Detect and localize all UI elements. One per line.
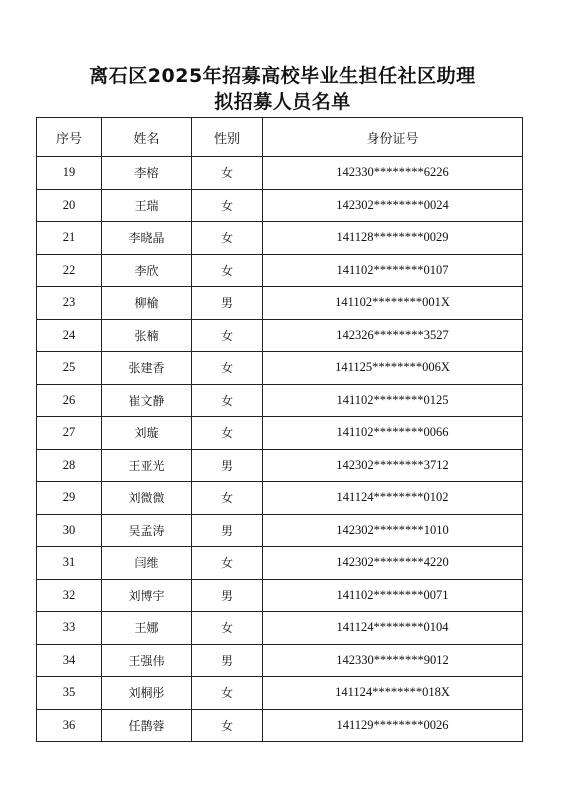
document-title: 离石区2025年招募高校毕业生担任社区助理 [89, 65, 476, 87]
id-number-cell: 141125********006X [263, 352, 523, 385]
serial-number-cell: 23 [37, 287, 102, 320]
name-cell: 王瑞 [102, 189, 192, 222]
gender-cell: 女 [192, 547, 263, 580]
gender-cell: 男 [192, 287, 263, 320]
name-cell: 任鹊蓉 [102, 709, 192, 742]
serial-number-cell: 33 [37, 612, 102, 645]
id-number-cell: 141102********0066 [263, 417, 523, 450]
name-cell: 李榕 [102, 157, 192, 190]
serial-number-cell: 19 [37, 157, 102, 190]
table-row [37, 677, 523, 710]
serial-number-cell: 28 [37, 449, 102, 482]
name-cell: 崔文静 [102, 384, 192, 417]
gender-cell: 女 [192, 319, 263, 352]
table-row [37, 482, 523, 515]
id-number-cell: 142302********1010 [263, 514, 523, 547]
name-cell: 王亚光 [102, 449, 192, 482]
table-row [37, 449, 523, 482]
gender-cell: 女 [192, 677, 263, 710]
serial-number-cell: 34 [37, 644, 102, 677]
serial-number-cell: 27 [37, 417, 102, 450]
serial-number-cell: 25 [37, 352, 102, 385]
table-row [37, 417, 523, 450]
name-cell: 刘博宇 [102, 579, 192, 612]
id-number-cell: 141124********018X [263, 677, 523, 710]
serial-number-cell: 35 [37, 677, 102, 710]
gender-cell: 女 [192, 189, 263, 222]
table-row [37, 384, 523, 417]
gender-cell: 女 [192, 254, 263, 287]
id-number-cell: 142302********3712 [263, 449, 523, 482]
table-row [37, 189, 523, 222]
name-cell: 李欣 [102, 254, 192, 287]
table-body [37, 157, 523, 742]
serial-number-cell: 36 [37, 709, 102, 742]
table-row [37, 157, 523, 190]
id-number-cell: 141102********0107 [263, 254, 523, 287]
name-cell: 闫维 [102, 547, 192, 580]
id-number-cell: 141102********0125 [263, 384, 523, 417]
table-row [37, 319, 523, 352]
id-number-cell: 142330********6226 [263, 157, 523, 190]
id-number-cell: 141124********0104 [263, 612, 523, 645]
table-row [37, 514, 523, 547]
serial-number-cell: 22 [37, 254, 102, 287]
table-row [37, 287, 523, 320]
id-number-cell: 141128********0029 [263, 222, 523, 255]
gender-cell: 男 [192, 579, 263, 612]
name-cell: 刘桐彤 [102, 677, 192, 710]
gender-cell: 女 [192, 612, 263, 645]
header-serial-number: 序号 [37, 118, 102, 157]
table-header-row [37, 118, 523, 157]
serial-number-cell: 31 [37, 547, 102, 580]
gender-cell: 女 [192, 417, 263, 450]
gender-cell: 男 [192, 514, 263, 547]
table-row [37, 644, 523, 677]
id-number-cell: 142326********3527 [263, 319, 523, 352]
name-cell: 李晓晶 [102, 222, 192, 255]
table-row [37, 222, 523, 255]
gender-cell: 男 [192, 644, 263, 677]
gender-cell: 女 [192, 222, 263, 255]
serial-number-cell: 26 [37, 384, 102, 417]
serial-number-cell: 21 [37, 222, 102, 255]
table-row [37, 254, 523, 287]
id-number-cell: 142302********4220 [263, 547, 523, 580]
header-id-number: 身份证号 [263, 118, 523, 157]
serial-number-cell: 29 [37, 482, 102, 515]
name-cell: 张建香 [102, 352, 192, 385]
table-row [37, 709, 523, 742]
id-number-cell: 141102********0071 [263, 579, 523, 612]
table-row [37, 579, 523, 612]
id-number-cell: 142302********0024 [263, 189, 523, 222]
serial-number-cell: 24 [37, 319, 102, 352]
id-number-cell: 142330********9012 [263, 644, 523, 677]
name-cell: 张楠 [102, 319, 192, 352]
document-subtitle: 拟招募人员名单 [214, 91, 351, 113]
id-number-cell: 141124********0102 [263, 482, 523, 515]
header-name: 姓名 [102, 118, 192, 157]
table-row [37, 547, 523, 580]
gender-cell: 女 [192, 709, 263, 742]
serial-number-cell: 20 [37, 189, 102, 222]
gender-cell: 女 [192, 352, 263, 385]
table-row [37, 612, 523, 645]
table-row [37, 352, 523, 385]
gender-cell: 女 [192, 482, 263, 515]
name-cell: 王娜 [102, 612, 192, 645]
serial-number-cell: 32 [37, 579, 102, 612]
gender-cell: 女 [192, 384, 263, 417]
header-gender: 性别 [192, 118, 263, 157]
gender-cell: 女 [192, 157, 263, 190]
name-cell: 刘微微 [102, 482, 192, 515]
id-number-cell: 141129********0026 [263, 709, 523, 742]
name-cell: 柳榆 [102, 287, 192, 320]
name-cell: 王强伟 [102, 644, 192, 677]
id-number-cell: 141102********001X [263, 287, 523, 320]
name-cell: 刘璇 [102, 417, 192, 450]
roster-table [36, 117, 523, 742]
name-cell: 吴孟涛 [102, 514, 192, 547]
gender-cell: 男 [192, 449, 263, 482]
serial-number-cell: 30 [37, 514, 102, 547]
